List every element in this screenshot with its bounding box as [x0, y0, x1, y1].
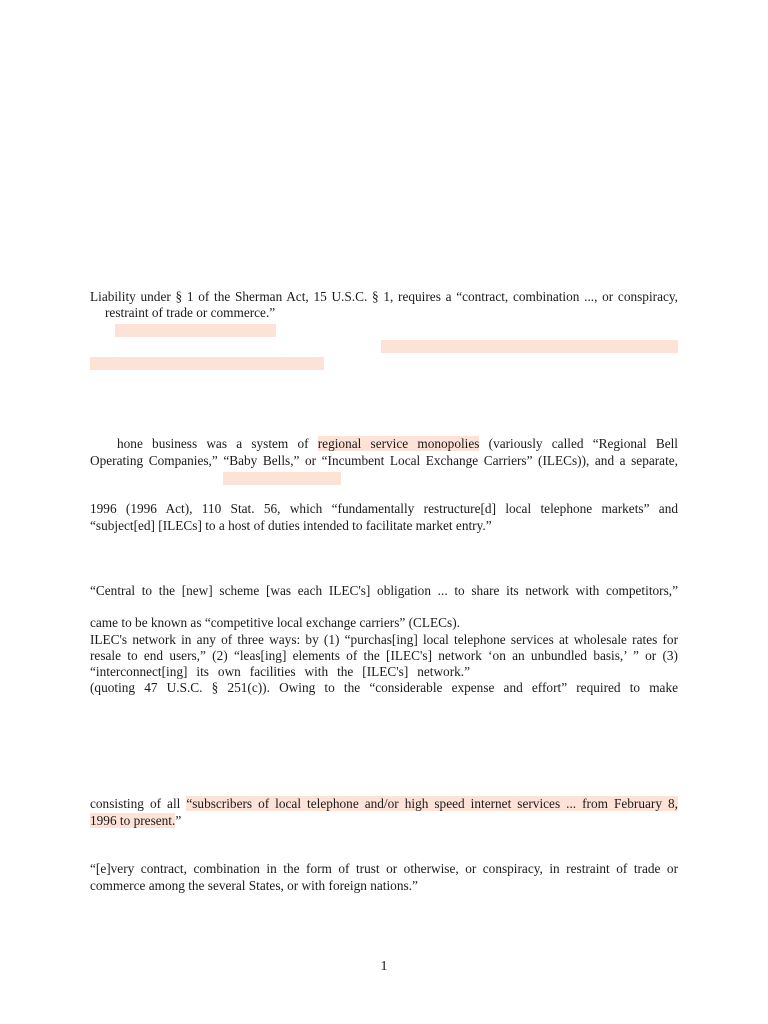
highlight-block — [381, 340, 678, 353]
text-segment: consisting of all — [90, 796, 187, 811]
paragraph-4-line-5: “interconnect[ing] its own facilities with the [ILEC's] network.” — [90, 664, 470, 679]
highlighted-text: 1996 to present. — [90, 813, 176, 828]
paragraph-2-line-2: Operating Companies,” “Baby Bells,” or “Incumbent Local Exchange Carriers” (ILECs)), and a separate, — [90, 453, 678, 468]
paragraph-6-line-2: commerce among the several States, or with foreign nations.” — [90, 878, 418, 893]
highlight-block — [90, 357, 324, 370]
highlighted-text: “subscribers of local telephone and/or high speed internet services ... from February 8, — [186, 796, 678, 811]
paragraph-5-line-1 — [90, 796, 678, 812]
highlight-block — [115, 324, 276, 337]
page-number: 1 — [380, 959, 388, 974]
text-segment: hone business was a system of — [117, 436, 318, 451]
paragraph-6-line-1: “[e]very contract, combination in the form of trust or otherwise, or conspiracy, in restraint of trade or — [90, 861, 678, 876]
paragraph-4-line-2: came to be known as “competitive local exchange carriers” (CLECs). — [90, 615, 460, 630]
text-segment: (variously called “Regional Bell — [479, 436, 678, 451]
paragraph-4-line-3: ILEC's network in any of three ways: by (1) “purchas[ing] local telephone services at wholesale rates for — [90, 632, 678, 647]
paragraph-4-line-4: resale to end users,” (2) “leas[ing] elements of the [ILEC's] network ‘on an unbundled basis,’ ” or (3) — [90, 648, 678, 663]
paragraph-3-line-2: “subject[ed] [ILECs] to a host of duties intended to facilitate market entry.” — [90, 518, 492, 533]
paragraph-5-line-2 — [90, 813, 678, 829]
highlight-block — [223, 472, 341, 485]
paragraph-3-line-1: 1996 (1996 Act), 110 Stat. 56, which “fundamentally restructure[d] local telephone markets” and — [90, 501, 678, 516]
paragraph-2-line-1 — [117, 436, 678, 452]
paragraph-1-line-1: Liability under § 1 of the Sherman Act, 15 U.S.C. § 1, requires a “contract, combination ..., or conspiracy, — [90, 289, 678, 304]
paragraph-1-line-2: restraint of trade or commerce.” — [105, 305, 276, 320]
highlighted-text: regional service monopolies — [317, 436, 480, 451]
text-segment: ” — [175, 813, 182, 828]
paragraph-4-line-1: “Central to the [new] scheme [was each ILEC's] obligation ... to share its network with competitors,” — [90, 583, 678, 598]
paragraph-4-line-6: (quoting 47 U.S.C. § 251(c)). Owing to the “considerable expense and effort” required to make — [90, 680, 678, 695]
